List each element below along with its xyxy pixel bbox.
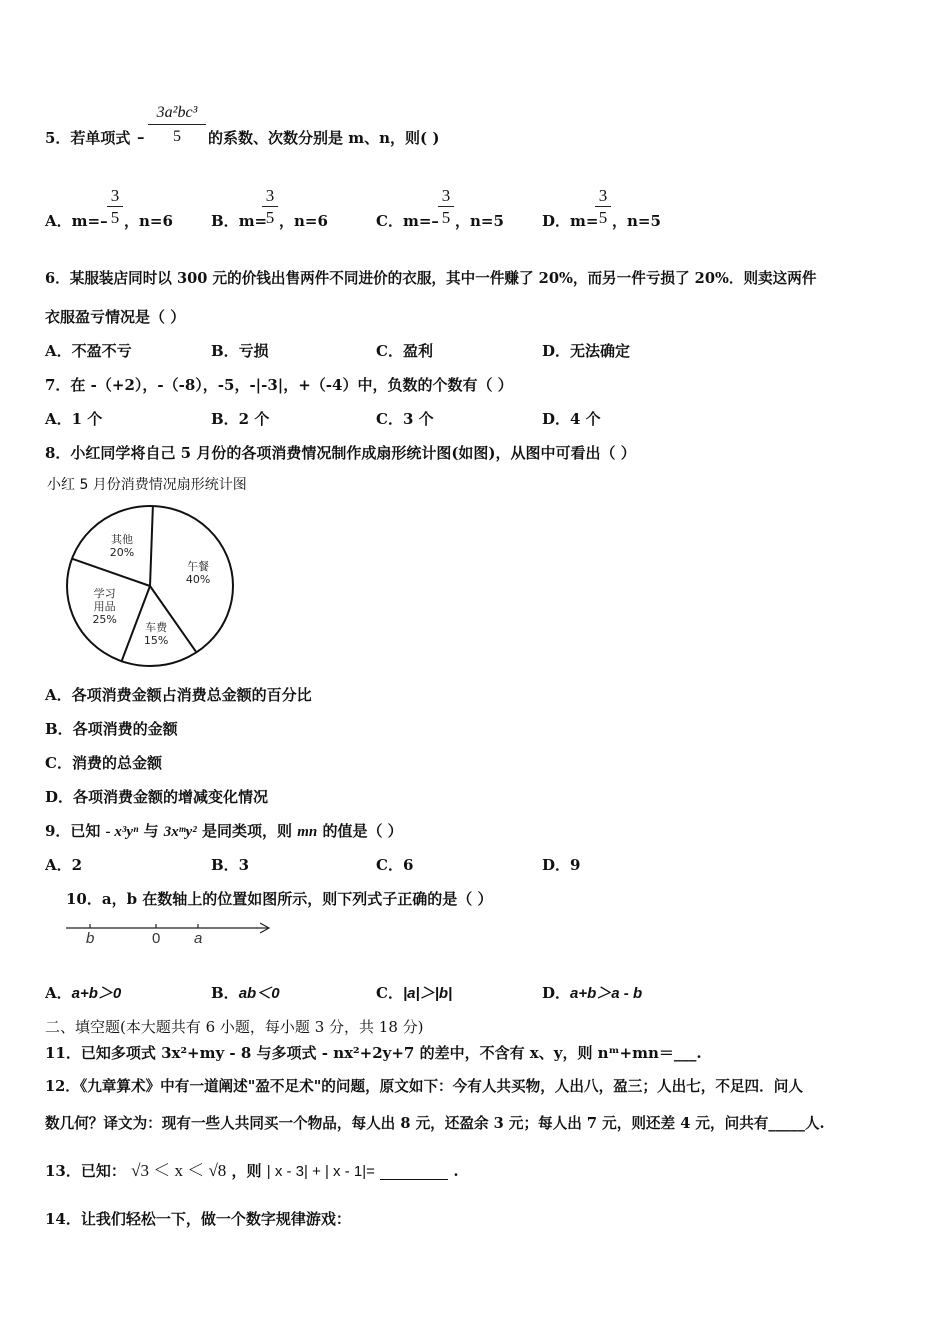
- q5-option-c[interactable]: C．m=–: [376, 212, 439, 230]
- q8-option-b[interactable]: B．各项消费的金额: [45, 720, 178, 738]
- q5-frac-den: 5: [173, 128, 181, 145]
- axis-label-a: a: [194, 930, 203, 947]
- q5-option-b-post: ，n=6: [279, 212, 328, 230]
- q13-stem: 13．已知： √3 ＜ x ＜ √8 ，则 | x - 3| + | x - 1|= .: [45, 1161, 459, 1180]
- q9-option-b[interactable]: B．3: [211, 856, 250, 874]
- q9-term1: - x³yⁿ: [105, 824, 139, 840]
- q5-option-c-post: ，n=5: [455, 212, 504, 230]
- q5-option-b-frac: 3 5: [262, 187, 278, 226]
- q5-minus: –: [137, 128, 145, 146]
- pie-slice-label-2: [85, 587, 125, 626]
- q11-stem: 11．已知多项式 3x²+my - 8 与多项式 - nx²+2y+7 的差中，不含有 x、y，则 nᵐ+mn＝___.: [45, 1044, 702, 1062]
- pie-slice-label-3: [102, 533, 142, 559]
- q7-stem: 7．在 -（+2），-（-8），-5，-|-3|，+（-4）中，负数的个数有（ ）: [45, 376, 513, 394]
- section-2-heading: 二、填空题(本大题共有 6 小题，每小题 3 分，共 18 分): [45, 1018, 424, 1036]
- q5-frac-num: 3a²bc³: [156, 104, 198, 121]
- pie-slice-name-3: 其他: [111, 533, 134, 547]
- pie-slice-name-0: 午餐: [187, 559, 210, 573]
- q12-line2: 数几何？译文为：现有一些人共同买一个物品，每人出 8 元，还盈余 3 元；每人出 7 元，则还差 4 元，问共有_____人.: [45, 1115, 825, 1132]
- q9-option-c[interactable]: C．6: [376, 856, 414, 874]
- q13-inequality: √3 ＜ x ＜ √8: [131, 1161, 227, 1180]
- axis-label-b: b: [86, 930, 95, 947]
- q13-answer-blank[interactable]: [380, 1164, 448, 1180]
- q7-option-c[interactable]: C．3 个: [376, 410, 434, 428]
- q5-option-c-frac: 3 5: [438, 187, 454, 226]
- pie-slice-value-0: 40%: [185, 572, 211, 586]
- q7-option-b[interactable]: B．2 个: [211, 410, 270, 428]
- q5-suffix: 的系数、次数分别是 m、n，则( ): [208, 129, 440, 147]
- pie-slice-value-1: 15%: [143, 633, 169, 647]
- q5-option-a[interactable]: A．m=–: [45, 212, 108, 230]
- q6-line1: 6．某服装店同时以 300 元的价钱出售两件不同进价的衣服，其中一件赚了 20%，而另一件亏损了 20%．则卖这两件: [45, 270, 817, 287]
- q10-stem: 10．a，b 在数轴上的位置如图所示，则下列式子正确的是（ ）: [66, 890, 493, 908]
- q6-option-a[interactable]: A．不盈不亏: [45, 342, 132, 360]
- pie-slice-value-3: 20%: [109, 546, 135, 560]
- pie-slice-name-2: 学习用品: [93, 586, 116, 613]
- q10-option-d[interactable]: D．a+b＞a - b: [542, 984, 643, 1002]
- q8-option-d[interactable]: D．各项消费金额的增减变化情况: [45, 788, 269, 806]
- q8-stem: 8．小红同学将自己 5 月份的各项消费情况制作成扇形统计图(如图)，从图中可看出（ ）: [45, 444, 636, 462]
- q6-line2: 衣服盈亏情况是（ ）: [45, 308, 186, 326]
- q6-option-b[interactable]: B．亏损: [211, 342, 269, 360]
- axis-label-0: 0: [152, 930, 161, 947]
- q10-option-b[interactable]: B．ab＜0: [211, 984, 280, 1002]
- q5-option-b[interactable]: B．m=: [211, 212, 268, 230]
- q9-term2: 3xᵐy²: [163, 824, 197, 840]
- q8-option-c[interactable]: C．消费的总金额: [45, 754, 162, 772]
- pie-chart-title: 小红 5 月份消费情况扇形统计图: [47, 477, 247, 493]
- q9-option-a[interactable]: A．2: [45, 856, 83, 874]
- q9-stem: 9．已知 - x³yⁿ 与 3xᵐy² 是同类项，则 mn 的值是（ ）: [45, 822, 403, 840]
- q10-option-c[interactable]: C．|a|＞|b|: [376, 984, 453, 1002]
- q6-option-c[interactable]: C．盈利: [376, 342, 433, 360]
- pie-slice-label-1: [136, 621, 176, 647]
- pie-slice-value-2: 25%: [92, 612, 117, 626]
- q5-fraction: [148, 105, 206, 145]
- q12-line1: 12．《九章算术》中有一道阐述"盈不足术"的问题，原文如下：今有人共买物，人出八，盈三；人出七，不足四．问人: [45, 1078, 803, 1095]
- q5-prefix: 5．若单项式: [45, 129, 131, 147]
- q5-option-d-post: ，n=5: [612, 212, 661, 230]
- q14-stem: 14．让我们轻松一下，做一个数字规律游戏：: [45, 1210, 351, 1228]
- q9-option-d[interactable]: D．9: [542, 856, 581, 874]
- q13-expression: | x - 3| + | x - 1|=: [266, 1163, 375, 1180]
- q10-option-a[interactable]: A．a+b＞0: [45, 984, 122, 1002]
- q5-option-d-frac: 3 5: [595, 187, 611, 226]
- q5-option-a-frac: 3 5: [107, 187, 123, 226]
- q7-option-a[interactable]: A．1 个: [45, 410, 103, 428]
- q6-option-d[interactable]: D．无法确定: [542, 342, 631, 360]
- q8-option-a[interactable]: A．各项消费金额占消费总金额的百分比: [45, 686, 312, 704]
- number-line: [64, 918, 274, 948]
- q5-option-d[interactable]: D．m=: [542, 212, 599, 230]
- pie-slice-label-0: [178, 560, 218, 586]
- q7-option-d[interactable]: D．4 个: [542, 410, 601, 428]
- pie-slice-name-1: 车费: [145, 620, 168, 634]
- q5-option-a-post: ，n=6: [124, 212, 173, 230]
